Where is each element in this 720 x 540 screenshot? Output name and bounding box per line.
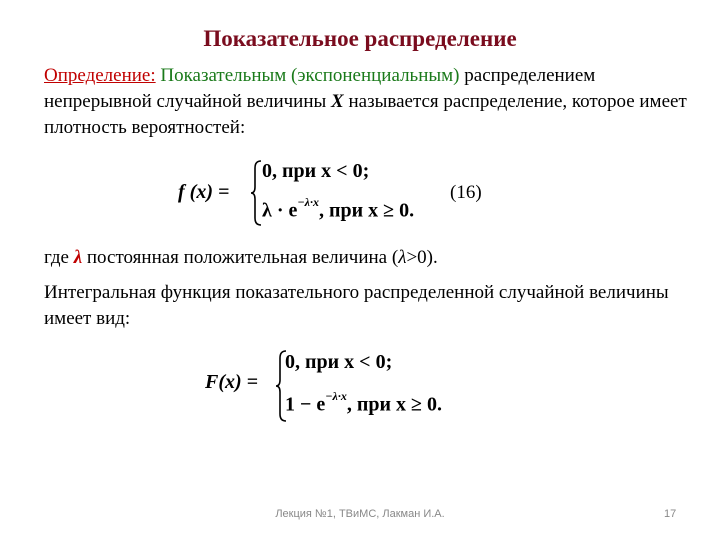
where-suffix: >0). (406, 247, 438, 268)
pdf-case-1: 0, при x < 0; (262, 160, 370, 182)
where-middle: постоянная положительная величина ( (82, 247, 399, 268)
integral-paragraph: Интегральная функция показательного распределенной случайной величины имеет вид: (44, 282, 669, 329)
pdf-case-2-condition: , при x ≥ 0. (318, 199, 415, 222)
cdf-exponent: −λ·x (325, 389, 347, 403)
pdf-case-2 (262, 195, 415, 223)
definition-text-2: называется распределение, которое имеет плотность вероятностей: (44, 91, 687, 138)
lambda-symbol-2: λ (398, 247, 407, 268)
pdf-formula (178, 158, 478, 228)
definition-text-1: распределением непрерывной случайной величины (44, 65, 596, 112)
cdf-case-2-base: 1 − e (285, 393, 326, 416)
page-number: 17 (664, 508, 677, 520)
where-prefix: где (44, 247, 74, 268)
pdf-lhs: f (x) = (178, 181, 230, 203)
equation-number: (16) (450, 182, 482, 203)
pdf-case-2-base: λ · e (262, 199, 298, 222)
variable-x: X (331, 91, 344, 112)
cdf-formula (205, 346, 505, 422)
cdf-case-1: 0, при x < 0; (285, 351, 393, 373)
lambda-symbol: λ (73, 247, 83, 268)
pdf-brace-icon (250, 160, 262, 226)
definition-label: Определение: (44, 65, 156, 86)
definition-term: Показательным (экспоненциальным) (160, 65, 460, 86)
cdf-case-2-condition: , при x ≥ 0. (346, 393, 443, 416)
pdf-exponent: −λ·x (297, 195, 319, 209)
slide-footer: Лекция №1, ТВиМС, Лакман И.А. (275, 508, 445, 520)
slide-title: Показательное распределение (203, 26, 517, 51)
definition-paragraph (44, 63, 694, 141)
cdf-case-2 (285, 389, 443, 417)
cdf-lhs: F(x) = (205, 371, 259, 393)
where-paragraph (44, 245, 694, 271)
